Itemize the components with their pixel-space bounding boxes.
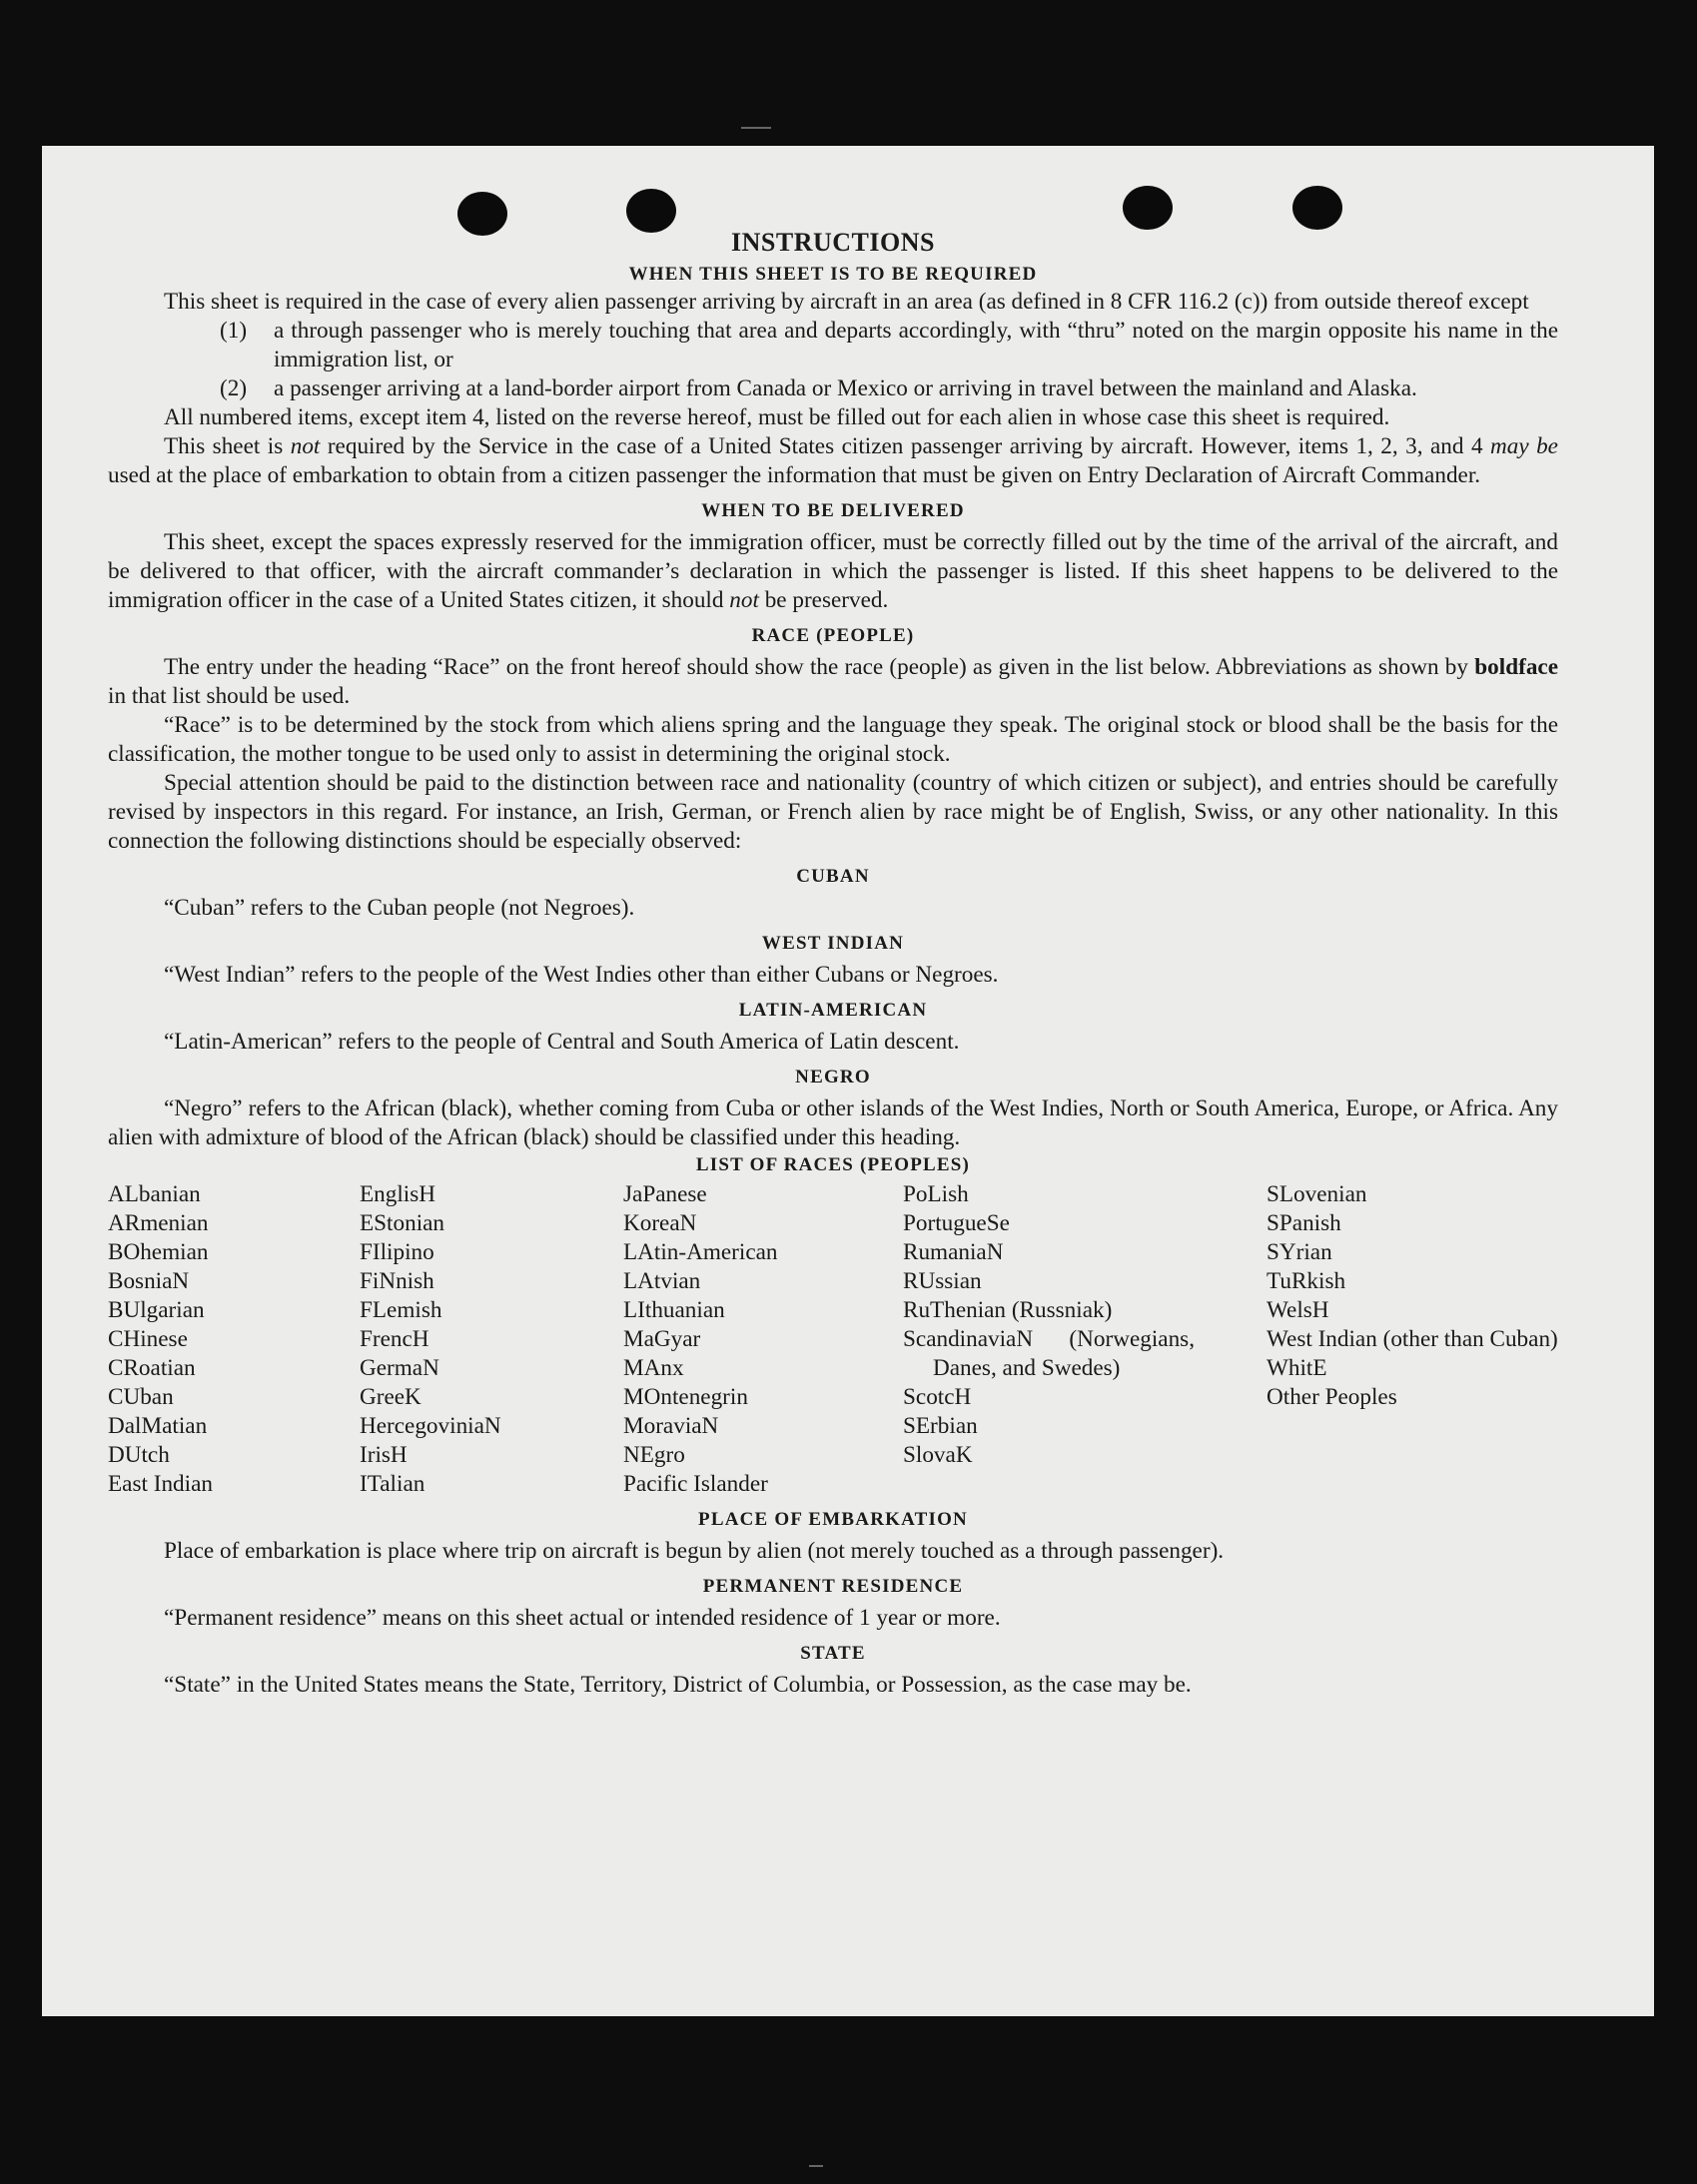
- race-entry: LAtin-American: [623, 1239, 778, 1265]
- paragraph: “Cuban” refers to the Cuban people (not Negroes).: [164, 895, 635, 921]
- race-entry: CRoatian: [108, 1355, 196, 1381]
- race-entry: LIthuanian: [623, 1297, 725, 1323]
- section-heading: LIST OF RACES (PEOPLES): [695, 1154, 971, 1175]
- section-heading: LATIN-AMERICAN: [738, 1000, 928, 1021]
- list-item-number: (2): [220, 375, 248, 401]
- section-heading: CUBAN: [796, 866, 870, 887]
- race-entry: PortugueSe: [903, 1210, 1010, 1236]
- race-column: [1267, 1180, 1558, 1499]
- italic-run: not: [290, 433, 321, 459]
- race-entry: ScandinaviaN (Norwegians, Danes, and Swedes): [903, 1326, 1195, 1381]
- race-entry: ALbanian: [108, 1181, 201, 1207]
- race-entry: RuThenian (Russniak): [903, 1297, 1113, 1323]
- list-item: [220, 317, 1558, 374]
- race-column: [903, 1180, 1267, 1499]
- race-entry: MaGyar: [623, 1326, 701, 1352]
- race-entry: BUlgarian: [108, 1297, 205, 1323]
- race-entry: SPanish: [1267, 1210, 1341, 1236]
- paragraph: “West Indian” refers to the people of the West Indies other than either Cubans or Negroes.: [164, 962, 999, 988]
- race-entry: FLemish: [360, 1297, 442, 1323]
- race-entry: PoLish: [903, 1181, 969, 1207]
- race-entry: RumaniaN: [903, 1239, 1004, 1265]
- paragraph: “Permanent residence” means on this sheet actual or intended residence of 1 year or more.: [164, 1605, 1001, 1631]
- section-heading: RACE (PEOPLE): [751, 625, 915, 646]
- italic-run: may be: [1490, 433, 1558, 459]
- list-item-text: a passenger arriving at a land-border airport from Canada or Mexico or arriving in travel between the mainland and Alaska.: [274, 375, 1417, 401]
- race-entry: SErbian: [903, 1413, 978, 1439]
- section-heading: PLACE OF EMBARKATION: [698, 1509, 968, 1530]
- race-entry: GreeK: [360, 1384, 422, 1410]
- paragraph: “Latin-American” refers to the people of Central and South America of Latin descent.: [164, 1029, 960, 1055]
- section-heading: WHEN TO BE DELIVERED: [701, 500, 965, 521]
- text-run: be preserved.: [758, 587, 889, 613]
- race-entry: East Indian: [108, 1471, 213, 1497]
- race-column: [360, 1180, 623, 1499]
- paragraph: [108, 432, 1558, 490]
- race-entry: ITalian: [360, 1471, 425, 1497]
- text-run: in that list should be used.: [108, 683, 351, 709]
- paragraph: “Race” is to be determined by the stock from which aliens spring and the language they speak. The original stock or blood shall be the basis for the classification, the mother tongue to be used only to assist in determining the original stock.: [108, 712, 1558, 767]
- race-entry: FiNnish: [360, 1268, 434, 1294]
- race-entry: LAtvian: [623, 1268, 701, 1294]
- scan-mark-bottom: [809, 2165, 823, 2167]
- list-item: [220, 374, 1558, 403]
- text-run: used at the place of embarkation to obtain from a citizen passenger the information that must be given on Entry Declaration of Aircraft Commander.: [108, 462, 1481, 488]
- section-heading: WHEN THIS SHEET IS TO BE REQUIRED: [628, 264, 1038, 285]
- paragraph: Special attention should be paid to the distinction between race and nationality (country of which citizen or subject), and entries should be carefully revised by inspectors in this regard. For instance, an Irish, German, or French alien by race might be of English, Swiss, or any other nationality. In this connection the following distinctions should be especially observed:: [108, 770, 1558, 854]
- race-entry: ScotcH: [903, 1384, 972, 1410]
- race-entry: SlovaK: [903, 1442, 973, 1468]
- race-entry: DalMatian: [108, 1413, 208, 1439]
- instructions-body: [108, 226, 1558, 1700]
- race-entry: SLovenian: [1267, 1181, 1367, 1207]
- paragraph: “Negro” refers to the African (black), whether coming from Cuba or other islands of the West Indies, North or South America, Europe, or Africa. Any alien with admixture of blood of the African (black) should be classified under this heading.: [108, 1095, 1558, 1150]
- list-item-number: (1): [220, 318, 248, 344]
- text-run: The entry under the heading “Race” on the front hereof should show the race (people) as given in the list below. Abbreviations as shown by: [164, 654, 1475, 680]
- race-entry: BosniaN: [108, 1268, 190, 1294]
- race-entry: Pacific Islander: [623, 1471, 768, 1497]
- punch-hole: [1123, 186, 1173, 230]
- race-entry: West Indian (other than Cuban): [1267, 1326, 1558, 1352]
- race-entry: EnglisH: [360, 1181, 436, 1207]
- bold-run: boldface: [1474, 654, 1558, 680]
- race-entry: FrencH: [360, 1326, 429, 1352]
- race-entry: NEgro: [623, 1442, 685, 1468]
- text-run: This sheet, except the spaces expressly reserved for the immigration officer, must be correctly filled out by the time of the arrival of the aircraft, and be delivered to that officer, with the aircraft commander’s declaration in which the passenger is listed. If this sheet happens to be delivered to the immigration officer in the case of a United States citizen, it should: [108, 529, 1558, 613]
- race-entry: CHinese: [108, 1326, 188, 1352]
- race-entry: EStonian: [360, 1210, 445, 1236]
- paragraph: All numbered items, except item 4, listed on the reverse hereof, must be filled out for each alien in whose case this sheet is required.: [164, 404, 1390, 430]
- paragraph: “State” in the United States means the State, Territory, District of Columbia, or Possession, as the case may be.: [164, 1672, 1192, 1698]
- section-heading: PERMANENT RESIDENCE: [702, 1576, 964, 1597]
- race-entry: MOntenegrin: [623, 1384, 748, 1410]
- race-entry: CUban: [108, 1384, 174, 1410]
- page-title: INSTRUCTIONS: [731, 228, 935, 257]
- section-heading: WEST INDIAN: [761, 933, 905, 954]
- race-entry: MoraviaN: [623, 1413, 719, 1439]
- race-entry: DUtch: [108, 1442, 170, 1468]
- race-entry: WhitE: [1267, 1355, 1327, 1381]
- race-entry: WelsH: [1267, 1297, 1329, 1323]
- paragraph: [108, 528, 1558, 615]
- section-heading: NEGRO: [795, 1067, 871, 1088]
- race-entry: Other Peoples: [1267, 1384, 1397, 1410]
- text-run: required by the Service in the case of a United States citizen passenger arriving by aircraft. However, items 1, 2, 3, and 4: [320, 433, 1490, 459]
- race-entry: GermaN: [360, 1355, 439, 1381]
- race-column: [623, 1180, 903, 1499]
- text-run: This sheet is: [164, 433, 291, 459]
- race-entry: JaPanese: [623, 1181, 707, 1207]
- italic-run: not: [729, 587, 759, 613]
- race-entry: TuRkish: [1267, 1268, 1346, 1294]
- race-entry: FIlipino: [360, 1239, 434, 1265]
- list-item-text: a through passenger who is merely touching that area and departs accordingly, with “thru” noted on the margin opposite his name in the immigration list, or: [274, 318, 1558, 372]
- race-entry: IrisH: [360, 1442, 408, 1468]
- race-entry: KoreaN: [623, 1210, 697, 1236]
- race-entry: MAnx: [623, 1355, 684, 1381]
- race-entry: ARmenian: [108, 1210, 209, 1236]
- paragraph: [108, 653, 1558, 711]
- paragraph: This sheet is required in the case of every alien passenger arriving by aircraft in an area (as defined in 8 CFR 116.2 (c)) from outside thereof except: [164, 289, 1529, 315]
- paragraph: Place of embarkation is place where trip on aircraft is begun by alien (not merely touched as a through passenger).: [164, 1538, 1225, 1564]
- section-heading: STATE: [800, 1643, 866, 1664]
- punch-hole: [1292, 186, 1342, 230]
- scan-mark-top: [741, 127, 771, 129]
- race-column: [108, 1180, 360, 1499]
- race-list: [108, 1180, 1558, 1499]
- race-entry: SYrian: [1267, 1239, 1332, 1265]
- race-entry: HercegoviniaN: [360, 1413, 501, 1439]
- race-entry: RUssian: [903, 1268, 982, 1294]
- race-entry: BOhemian: [108, 1239, 209, 1265]
